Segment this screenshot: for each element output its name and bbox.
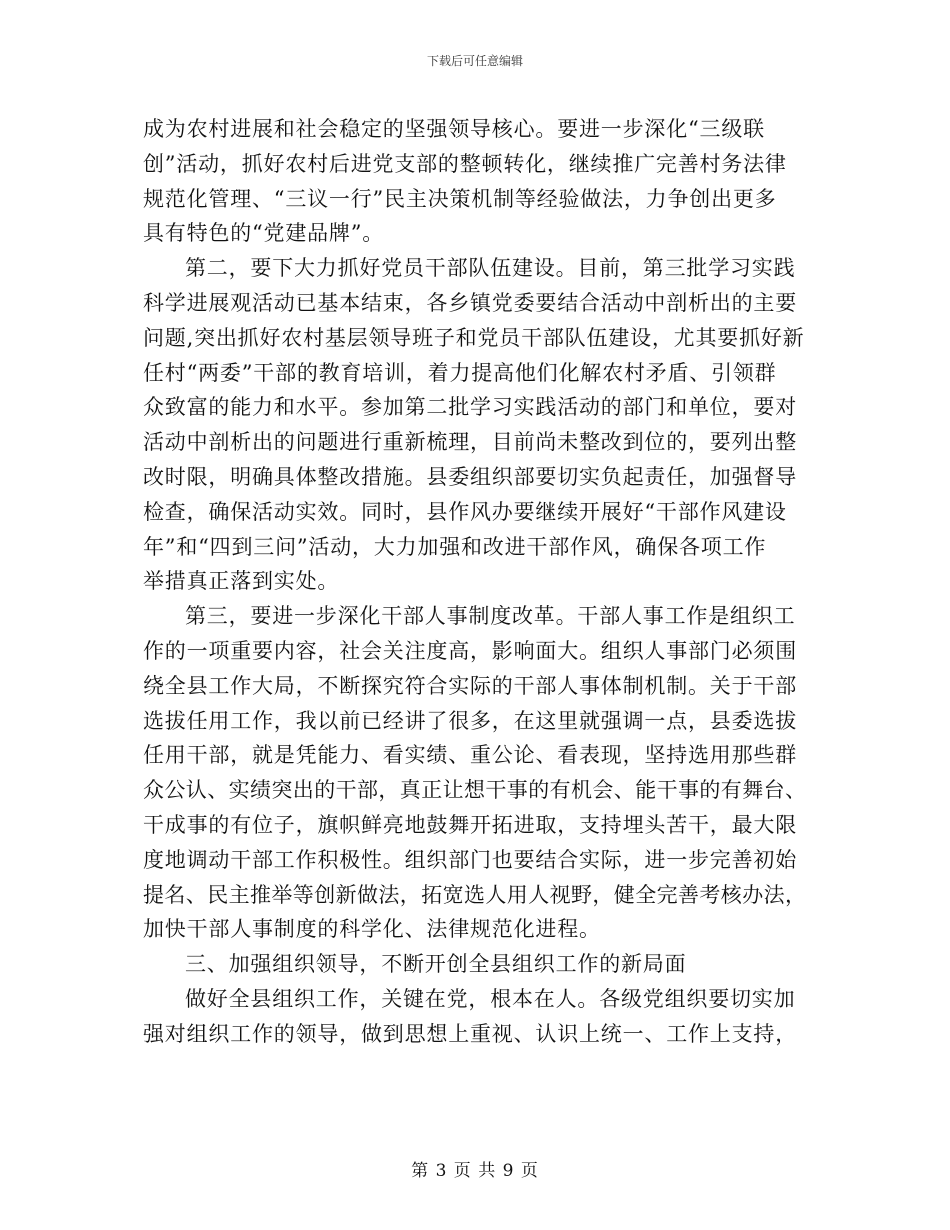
text-line: 选拔任用工作，我以前已经讲了很多，在这里就强调一点，县委选拔 [143,708,797,733]
text-line: 干成事的有位子，旗帜鲜亮地鼓舞开拓进取，支持埋头苦干，最大限 [143,812,797,837]
text-line: 创”活动，抓好农村后进党支部的整顿转化，继续推广完善村务法律 [143,151,787,176]
text-line: 科学进展观活动已基本结束，各乡镇党委要结合活动中剖析出的主要 [143,290,797,315]
page-footer: 第 3 页 共 9 页 [411,1161,539,1181]
text-line: 强对组织工作的领导，做到思想上重视、认识上统一、工作上支持， [143,1021,797,1046]
text-line: 众致富的能力和水平。参加第二批学习实践活动的部门和单位，要对 [143,395,797,420]
text-line: 举措真正落到实处。 [143,569,340,594]
text-line: 规范化管理、“三议一行”民主决策机制等经验做法，力争创出更多 [143,186,777,211]
text-line: 度地调动干部工作积极性。组织部门也要结合实际，进一步完善初始 [143,847,797,872]
text-line: 提名、民主推举等创新做法，拓宽选人用人视野，健全完善考核办法， [143,882,807,907]
text-line: 活动中剖析出的问题进行重新梳理，目前尚未整改到位的，要列出整 [143,430,797,455]
text-line: 检查，确保活动实效。同时，县作风办要继续开展好“干部作风建设 [143,499,787,524]
text-line: 年”和“四到三问”活动，大力加强和改进干部作风，确保各项工作 [143,534,767,559]
text-line: 成为农村进展和社会稳定的坚强领导核心。要进一步深化“三级联 [143,117,765,141]
text-line: 第二，要下大力抓好党员干部队伍建设。目前，第三批学习实践 [185,256,796,281]
text-line: 第三，要进一步深化干部人事制度改革。干部人事工作是组织工 [185,604,796,629]
document-body [143,112,808,1052]
text-line: 做好全县组织工作，关键在党，根本在人。各级党组织要切实加 [185,986,796,1011]
text-line: 具有特色的“党建品牌”。 [143,221,385,246]
text-line: 改时限，明确具体整改措施。县委组织部要切实负起责任，加强督导 [143,464,797,489]
text-line: 三、加强组织领导，不断开创全县组织工作的新局面 [185,952,687,977]
text-line: 任用干部，就是凭能力、看实绩、重公论、看表现，坚持选用那些群 [143,743,797,768]
text-line: 任村“两委”干部的教育培训，着力提高他们化解农村矛盾、引领群 [143,360,777,385]
text-line: 问题,突出抓好农村基层领导班子和党员干部队伍建设，尤其要抓好新 [143,325,805,350]
page-header: 下载后可任意编辑 [426,54,523,68]
text-line: 众公认、实绩突出的干部，真正让想干事的有机会、能干事的有舞台、 [143,778,807,803]
text-line: 加快干部人事制度的科学化、法律规范化进程。 [143,917,601,942]
text-line: 绕全县工作大局，不断探究符合实际的干部人事体制机制。关于干部 [143,673,797,698]
text-line: 作的一项重要内容，社会关注度高，影响面大。组织人事部门必须围 [143,638,797,663]
